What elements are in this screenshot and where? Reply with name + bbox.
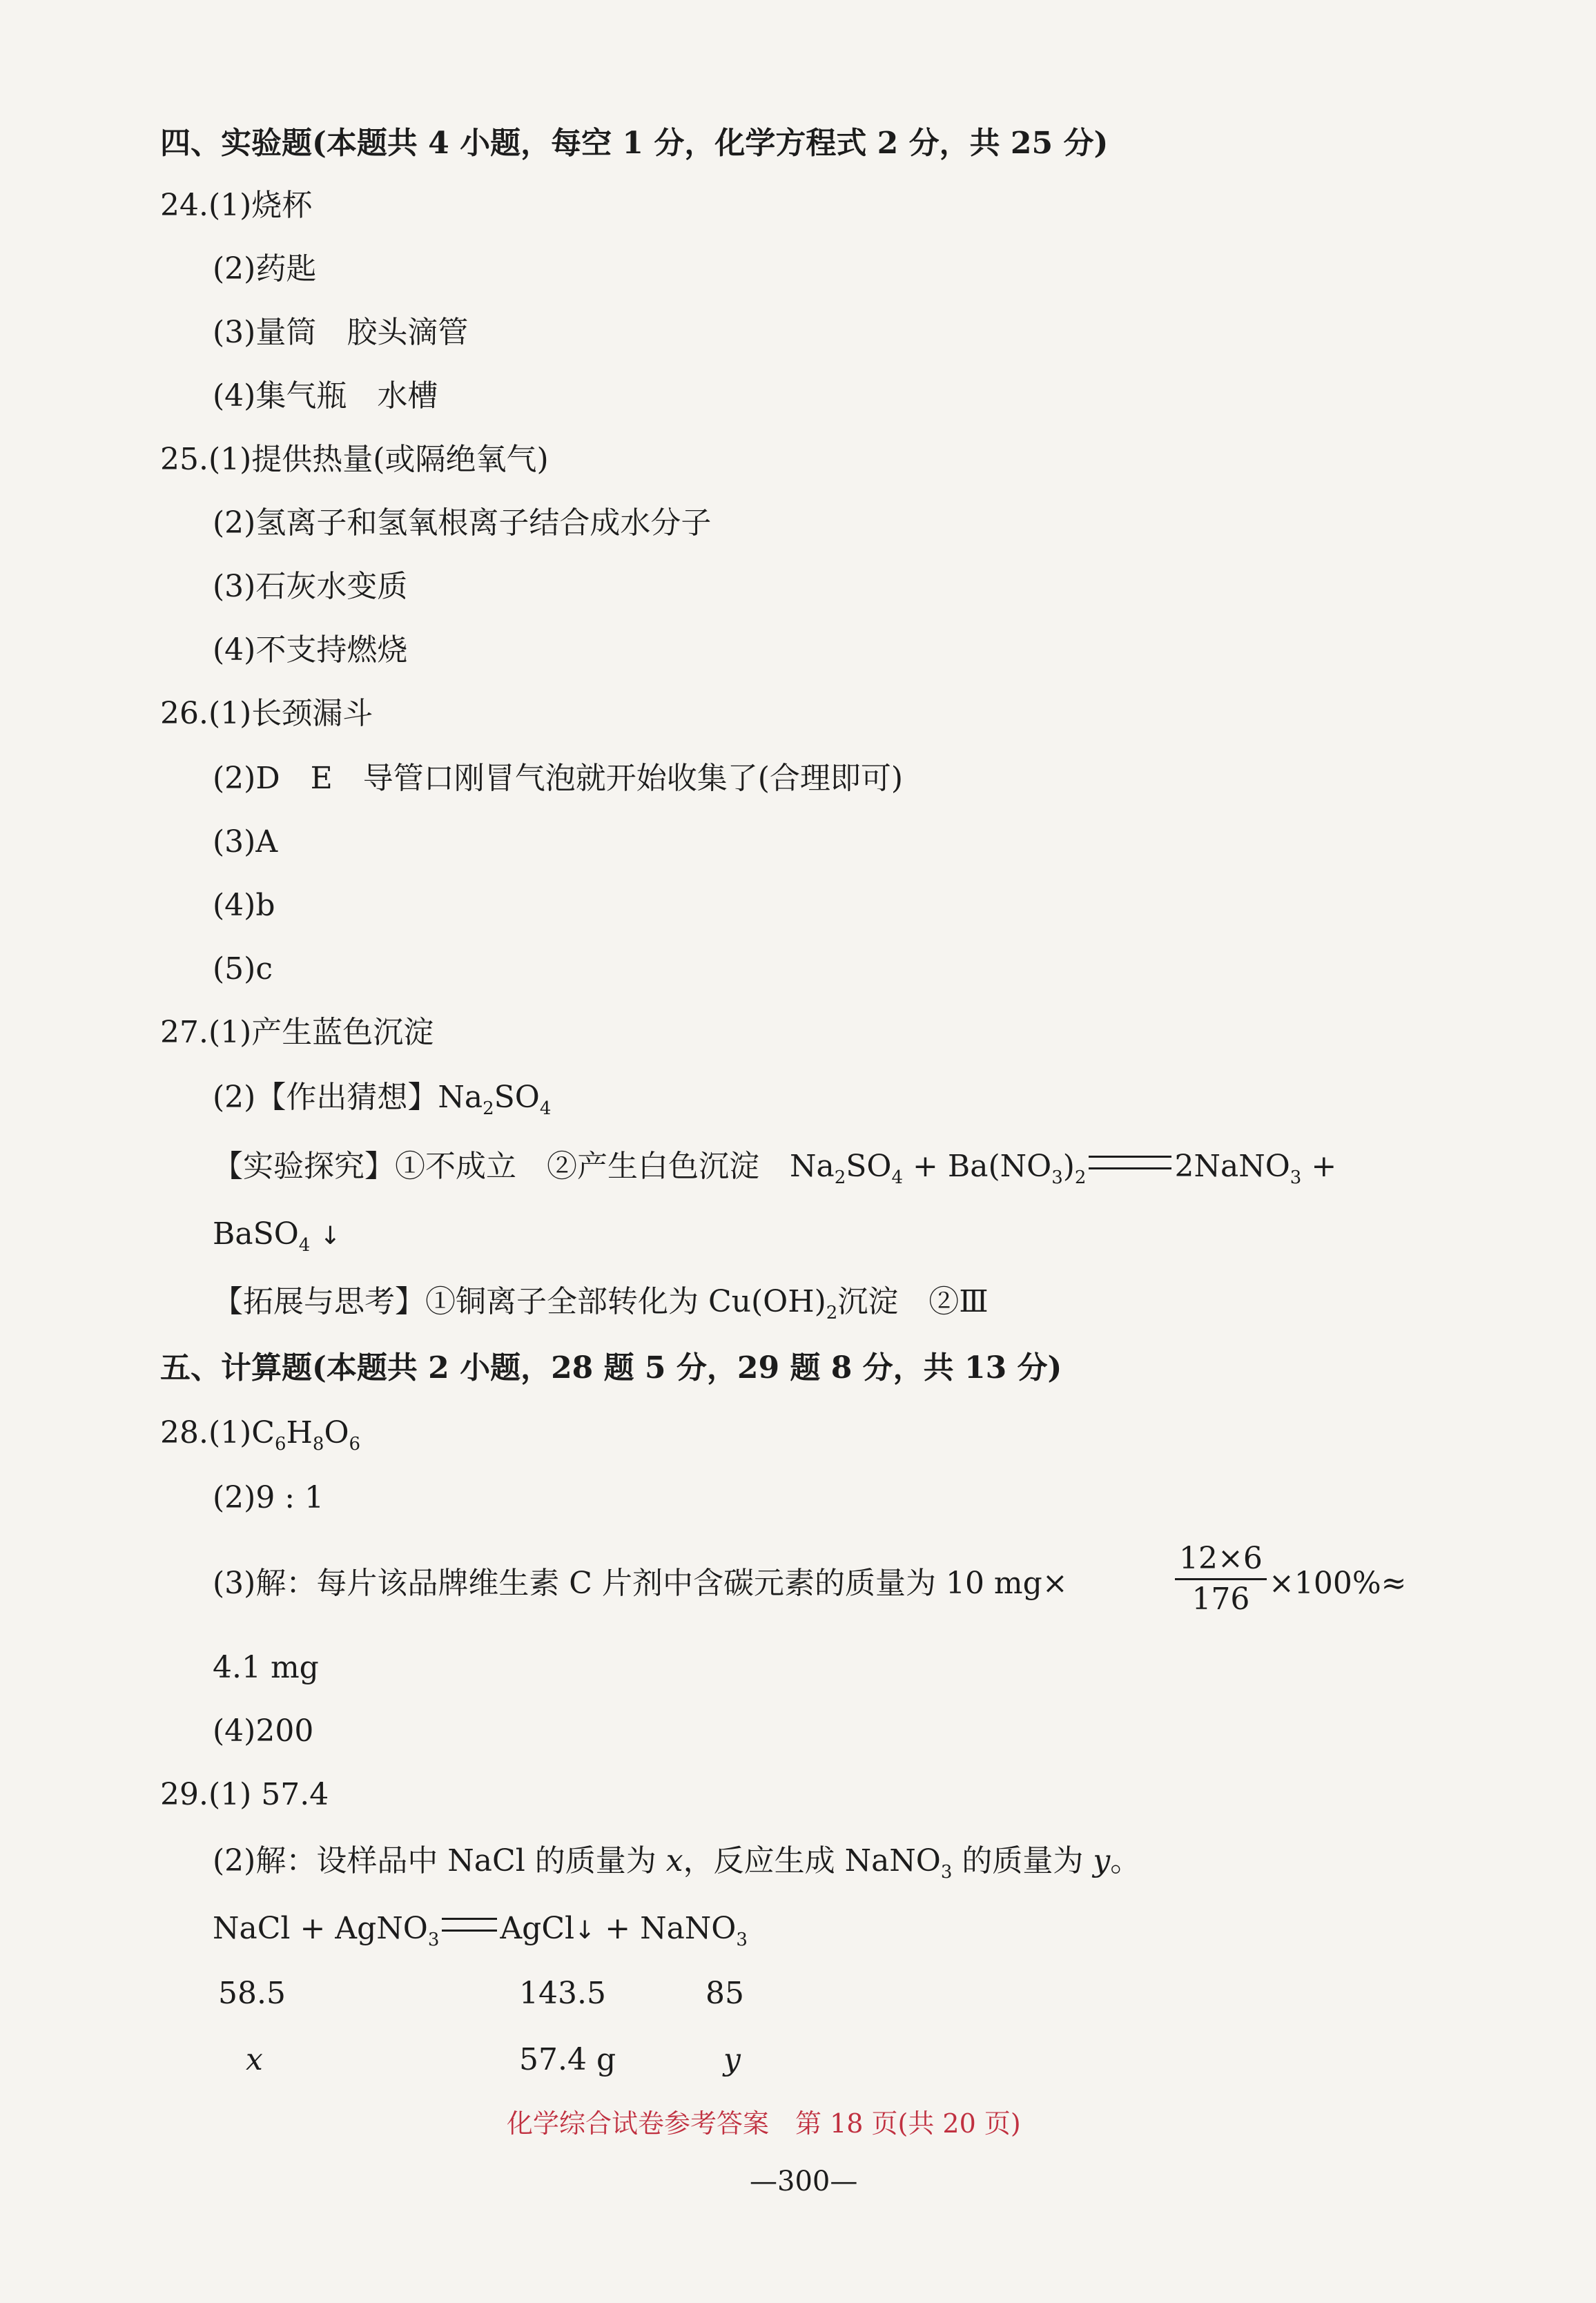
- precipitate-arrow-icon: ↓: [320, 1222, 341, 1250]
- q25-answer-4: (4)不支持燃烧: [213, 632, 408, 668]
- q24-answer-3: (3)量筒 胶头滴管: [213, 315, 469, 350]
- q28-answer-1: $28.(1)C_6H_8O_6$: [160, 1415, 361, 1455]
- q27-experiment-line: 【实验探究】①不成立 ②产生白色沉淀 $Na_2SO_4 + Ba(NO_3)_2$ 2NaNO$_3$ +: [213, 1149, 1337, 1188]
- q24-answer-2: (2)药匙: [213, 251, 317, 286]
- q29-equation: NaCl + AgNO$_3$ AgCl↓ + NaNO$_3$: [213, 1911, 748, 1950]
- q28-fraction: [1175, 1539, 1267, 1619]
- q26-answer-5: (5)c: [213, 951, 273, 987]
- q27-answer-1: 27.(1)产生蓝色沉淀: [160, 1015, 434, 1050]
- q26-answer-3: (3)A: [213, 824, 278, 859]
- footer-caption: 化学综合试卷参考答案 第 18 页(共 20 页): [507, 2108, 1021, 2139]
- q25-answer-2: (2)氢离子和氢氧根离子结合成水分子: [213, 505, 712, 541]
- equals-sign-double: [1089, 1156, 1171, 1169]
- q24-answer-4: (4)集气瓶 水槽: [213, 378, 438, 414]
- section-5-title: 五、计算题(本题共 2 小题，28 题 5 分，29 题 8 分，共 13 分): [160, 1350, 1062, 1386]
- fraction-numerator: 12×6: [1175, 1539, 1267, 1580]
- equals-sign-double: [442, 1918, 497, 1932]
- var-x: x: [246, 2042, 263, 2077]
- mass-agcl: 57.4 g: [519, 2042, 616, 2077]
- precipitate-arrow-icon: ↓: [574, 1916, 596, 1945]
- mr-nano3: 85: [705, 1976, 744, 2011]
- q28-answer-2: (2)9 : 1: [213, 1480, 324, 1515]
- q28-answer-4: (4)200: [213, 1713, 314, 1749]
- mr-nacl: 58.5: [218, 1976, 286, 2011]
- q28-answer-3-text: (3)解：每片该品牌维生素 C 片剂中含碳元素的质量为 10 mg×: [213, 1566, 1068, 1601]
- fraction-denominator: 176: [1191, 1582, 1250, 1617]
- page-number: —300—: [750, 2166, 858, 2197]
- q28-answer-3-tail: ×100%≈: [1269, 1566, 1407, 1601]
- q29-answer-1: 29.(1) 57.4: [160, 1777, 329, 1812]
- q25-answer-1: 25.(1)提供热量(或隔绝氧气): [160, 442, 549, 477]
- q28-answer-3-result: 4.1 mg: [213, 1650, 319, 1685]
- section-4-title: 四、实验题(本题共 4 小题，每空 1 分，化学方程式 2 分，共 25 分): [160, 126, 1109, 161]
- q26-answer-2: (2)D E 导管口刚冒气泡就开始收集了(合理即可): [213, 761, 904, 796]
- q29-answer-2-setup: (2)解：设样品中 NaCl 的质量为 x，反应生成 NaNO$_3$ 的质量为 y。: [213, 1843, 1141, 1883]
- q24-answer-1: 24.(1)烧杯: [160, 188, 313, 223]
- mr-agcl: 143.5: [519, 1976, 606, 2011]
- var-y: y: [723, 2042, 741, 2077]
- q26-answer-1: 26.(1)长颈漏斗: [160, 696, 373, 731]
- q27-hypothesis: (2)【作出猜想】$Na_2SO_4$: [213, 1080, 552, 1119]
- q27-experiment-line-2: BaSO$_4$ ↓: [213, 1216, 341, 1256]
- q25-answer-3: (3)石灰水变质: [213, 569, 408, 604]
- q27-extension: 【拓展与思考】①铜离子全部转化为 $Cu(OH)_2$沉淀 ②Ⅲ: [213, 1284, 989, 1323]
- q26-answer-4: (4)b: [213, 888, 275, 923]
